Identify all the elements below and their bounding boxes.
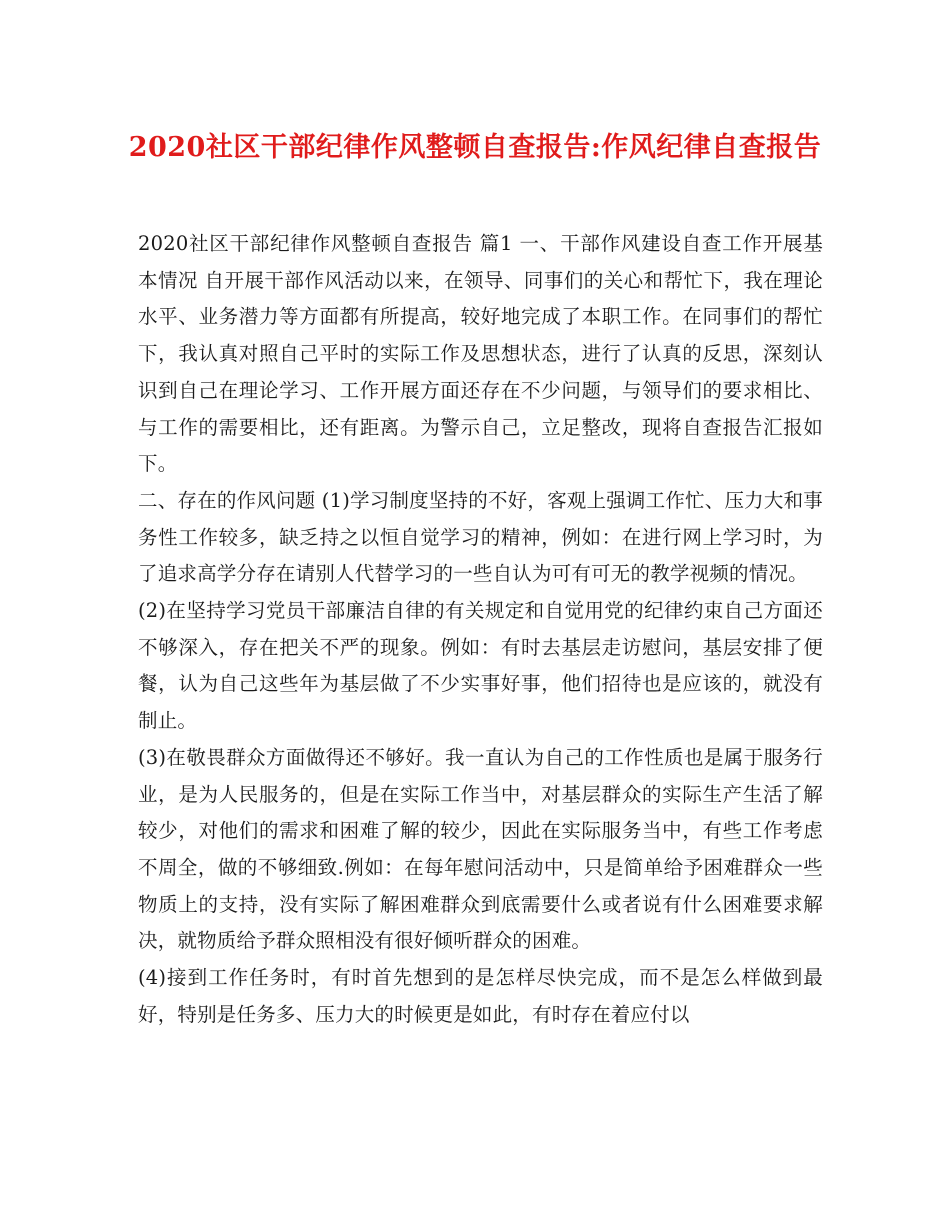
- paragraph-2: 二、存在的作风问题 (1)学习制度坚持的不好，客观上强调工作忙、压力大和事务性工作较多，缺乏持之以恒自觉学习的精神，例如：在进行网上学习时，为了追求高学分存在请别人代替学习的一些自认为可有可无的教学视频的情况。: [138, 488, 823, 586]
- paragraph-5: (4)接到工作任务时，有时首先想到的是怎样尽快完成，而不是怎么样做到最好，特别是任务多、压力大的时候更是如此，有时存在着应付以: [138, 966, 823, 1026]
- paragraph-3: (2)在坚持学习党员干部廉洁自律的有关规定和自觉用党的纪律约束自己方面还不够深入，存在把关不严的现象。例如：有时去基层走访慰问，基层安排了便餐，认为自己这些年为基层做了不少实事好事，他们招待也是应该的，就没有制止。: [138, 599, 823, 733]
- document-body: [138, 226, 823, 1033]
- paragraph-1: 2020社区干部纪律作风整顿自查报告 篇1 一、干部作风建设自查工作开展基本情况 自开展干部作风活动以来，在领导、同事们的关心和帮忙下，我在理论水平、业务潜力等方面都有所提高，较好地完成了本职工作。在同事们的帮忙下，我认真对照自己平时的实际工作及思想状态，进行了认真的反思，深刻认识到自己在理论学习、工作开展方面还存在不少问题，与领导们的要求相比、与工作的需要相比，还有距离。为警示自己，立足整改，现将自查报告汇报如下。: [138, 232, 823, 476]
- paragraph-4: (3)在敬畏群众方面做得还不够好。我一直认为自己的工作性质也是属于服务行业，是为人民服务的，但是在实际工作当中，对基层群众的实际生产生活了解较少，对他们的需求和困难了解的较少，因此在实际服务当中，有些工作考虑不周全，做的不够细致.例如：在每年慰问活动中，只是简单给予困难群众一些物质上的支持，没有实际了解困难群众到底需要什么或者说有什么困难要求解决，就物质给予群众照相没有很好倾听群众的困难。: [138, 745, 823, 953]
- page-title: 2020社区干部纪律作风整顿自查报告:作风纪律自查报告: [128, 132, 822, 163]
